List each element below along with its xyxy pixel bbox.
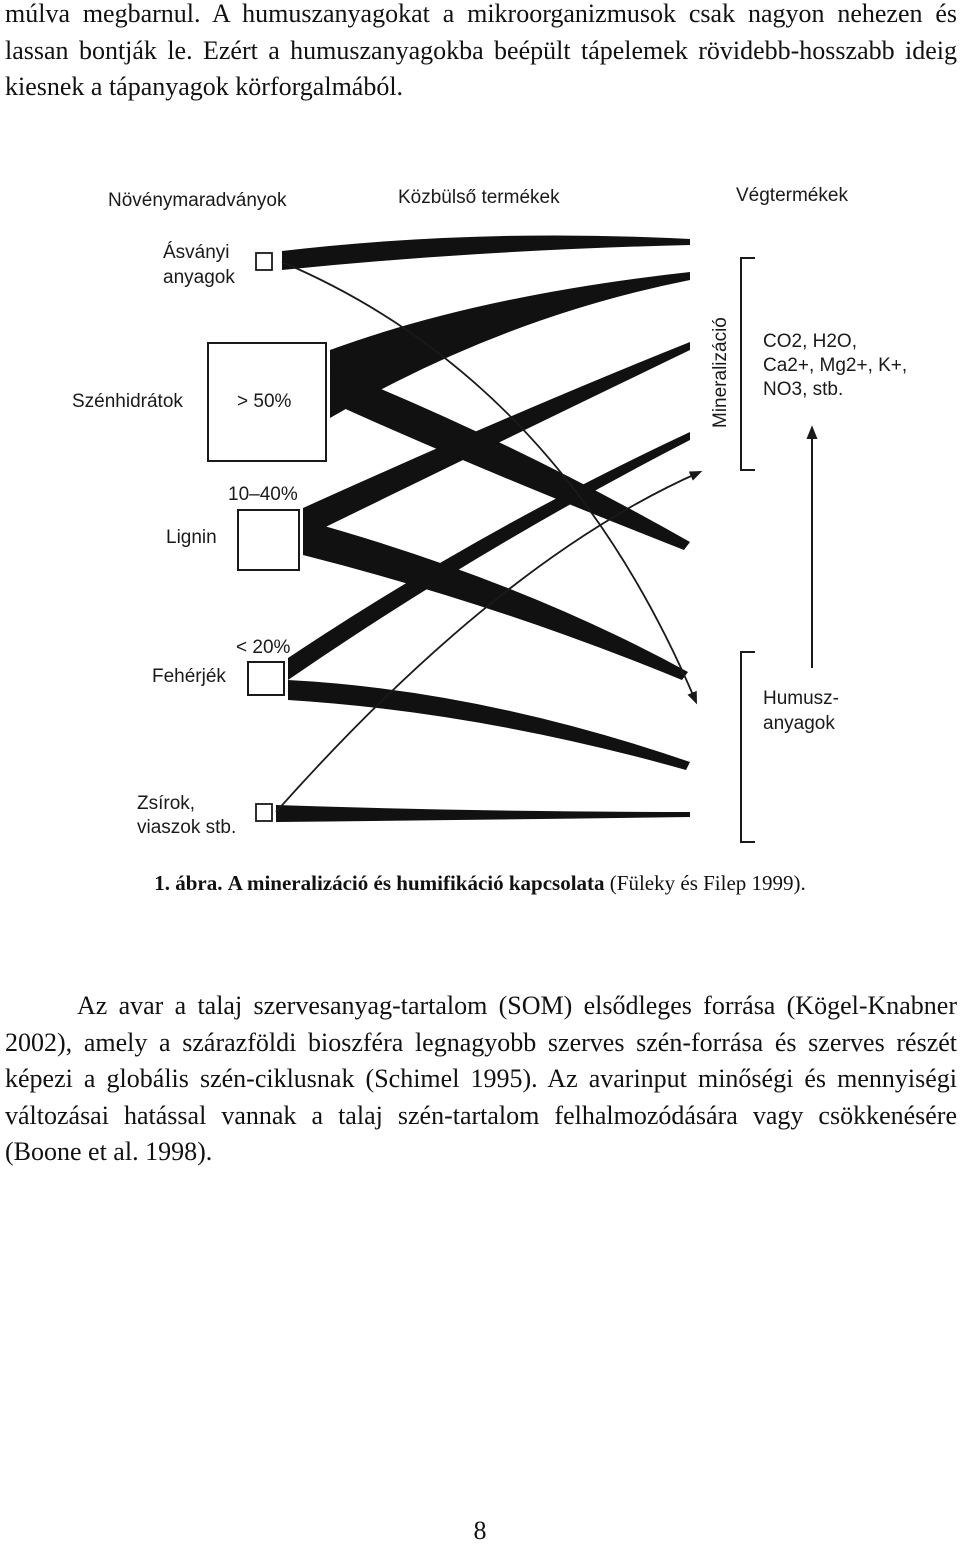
mineral-products-label <box>763 331 907 400</box>
flow-bands <box>276 235 690 822</box>
intro-paragraph: múlva megbarnul. A humuszanyagokat a mikroorganizmusok csak nagyon nehezen és lassan bontják le. Ezért a humuszanyagokba beépült tápelemek rövidebb-hosszabb ideig kiesnek a tápanyagok körforgalmából. <box>5 0 957 102</box>
mineral-products-line1: CO2, H2O, <box>763 331 857 352</box>
page-number: 8 <box>473 1516 487 1545</box>
bracket-mineralization <box>741 258 755 470</box>
header-end-products: Végtermékek <box>736 185 848 206</box>
label-carbohydrates: Szénhidrátok <box>72 391 183 412</box>
box-proteins <box>248 662 284 695</box>
label-lignin-share: 10–40% <box>228 484 298 505</box>
label-mineralization: Mineralizáció <box>710 317 731 428</box>
label-fats-line1: Zsírok, <box>137 793 196 814</box>
header-plant-residues: Növénymaradványok <box>108 190 287 211</box>
box-lignin <box>238 510 299 570</box>
flow-fats-to-humus <box>276 805 690 822</box>
caption-label: 1. ábra. <box>154 871 223 895</box>
label-proteins-share: < 20% <box>236 637 291 658</box>
label-proteins: Fehérjék <box>152 666 226 687</box>
label-lignin: Lignin <box>166 527 217 548</box>
flow-proteins-to-humus <box>288 680 690 770</box>
header-intermediates: Közbülső termékek <box>398 187 560 208</box>
label-minerals-line2: anyagok <box>163 267 235 288</box>
mineralization-humification-figure <box>0 160 960 860</box>
figure-caption <box>0 868 960 898</box>
mineral-products-line3: NO3, stb. <box>763 379 844 400</box>
flow-minerals-to-mineralization <box>282 235 690 270</box>
label-humus-line2: anyagok <box>763 713 835 734</box>
body-paragraph: Az avar a talaj szervesanyag-tartalom (SOM) elsődleges forrása (Kögel-Knabner 2002), amely a szárazföldi bioszféra legnagyobb szerves szén-forrása és szerves részét képezi a globális szén-ciklusnak (Schimel 1995). Az avarinput minőségi és mennyiségi változásai hatással vannak a talaj szén-tartalom felhalmozódására vagy csökkenésére (Boone et al. 1998). <box>5 991 957 1167</box>
box-fats <box>256 804 272 821</box>
label-humus-line1: Humusz- <box>763 688 840 709</box>
label-carbohydrates-share: > 50% <box>237 391 292 412</box>
caption-title: A mineralizáció és humifikáció kapcsolata <box>227 871 605 895</box>
label-fats-line2: viaszok stb. <box>137 817 237 838</box>
bracket-humus <box>741 652 755 842</box>
mineral-products-line2: Ca2+, Mg2+, K+, <box>763 355 908 376</box>
caption-source: (Füleky és Filep 1999). <box>609 871 806 895</box>
box-minerals <box>256 253 272 270</box>
label-minerals-line1: Ásványi <box>163 242 230 263</box>
